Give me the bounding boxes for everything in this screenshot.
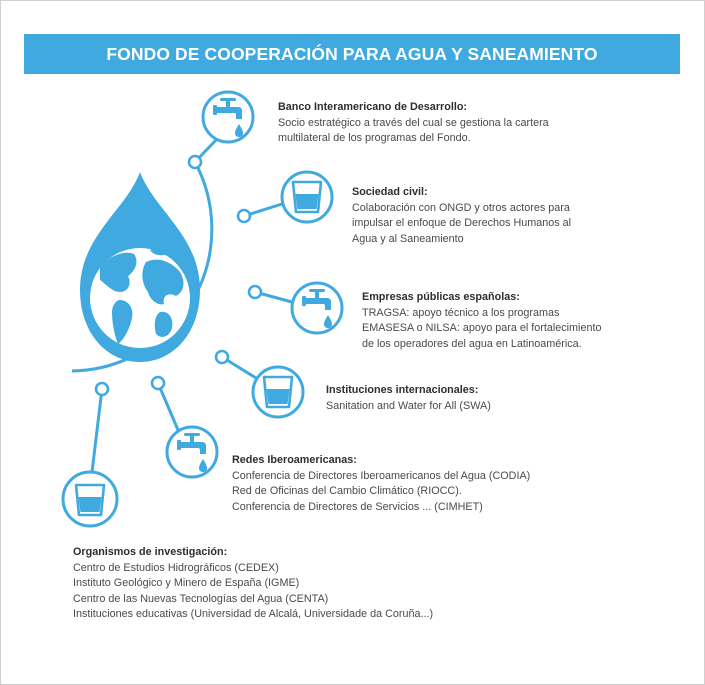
line: Conferencia de Directores de Servicios ... (CIMHET)	[232, 500, 483, 513]
text-block-redes	[232, 453, 530, 515]
line: Centro de Estudios Hidrográficos (CEDEX)	[73, 561, 279, 574]
line: EMASESA o NILSA: apoyo para el fortalecimiento	[362, 322, 602, 334]
icon-node-6	[63, 472, 117, 526]
text-block-bid	[278, 100, 549, 147]
line: multilateral de los programas del Fondo.	[278, 132, 471, 144]
line: Socio estratégico a través del cual se gestiona la cartera	[278, 116, 549, 129]
line: Colaboración con ONGD y otros actores para	[352, 201, 570, 214]
heading-sociedad-civil: Sociedad civil:	[352, 186, 428, 198]
text-block-investigacion	[73, 545, 433, 623]
line: Instituto Geológico y Minero de España (IGME)	[73, 577, 300, 589]
heading-investigacion: Organismos de investigación:	[73, 546, 228, 558]
heading-bid: Banco Interamericano de Desarrollo:	[278, 101, 468, 113]
icon-node-3	[292, 283, 342, 333]
line: de los operadores del agua en Latinoamérica.	[362, 337, 582, 350]
icon-node-5	[167, 427, 217, 477]
heading-instituciones: Instituciones internacionales:	[326, 384, 479, 396]
line: Red de Oficinas del Cambio Climático (RIOCC).	[232, 485, 462, 497]
line: TRAGSA: apoyo técnico a los programas	[362, 306, 560, 319]
text-block-empresas	[362, 290, 601, 352]
text-block-sociedad-civil	[352, 185, 571, 247]
line: Agua y al Saneamiento	[352, 232, 464, 245]
text-block-instituciones	[326, 383, 491, 414]
page-title: FONDO DE COOPERACIÓN PARA AGUA Y SANEAMIENTO	[24, 34, 680, 74]
line: Conferencia de Directores Iberoamericanos del Agua (CODIA)	[232, 469, 531, 482]
line: Sanitation and Water for All (SWA)	[326, 399, 491, 412]
heading-empresas: Empresas públicas españolas:	[362, 291, 520, 303]
line: Centro de las Nuevas Tecnologías del Agua (CENTA)	[73, 592, 329, 605]
line: Instituciones educativas (Universidad de Alcalá, Universidade da Coruña...)	[73, 608, 434, 620]
water-drop-globe-icon	[80, 172, 200, 362]
line: impulsar el enfoque de Derechos Humanos al	[352, 217, 572, 229]
icon-node-4	[253, 367, 303, 417]
heading-redes: Redes Iberoamericanas:	[232, 454, 357, 466]
icon-node-1	[203, 92, 253, 142]
icon-node-2	[282, 172, 332, 222]
